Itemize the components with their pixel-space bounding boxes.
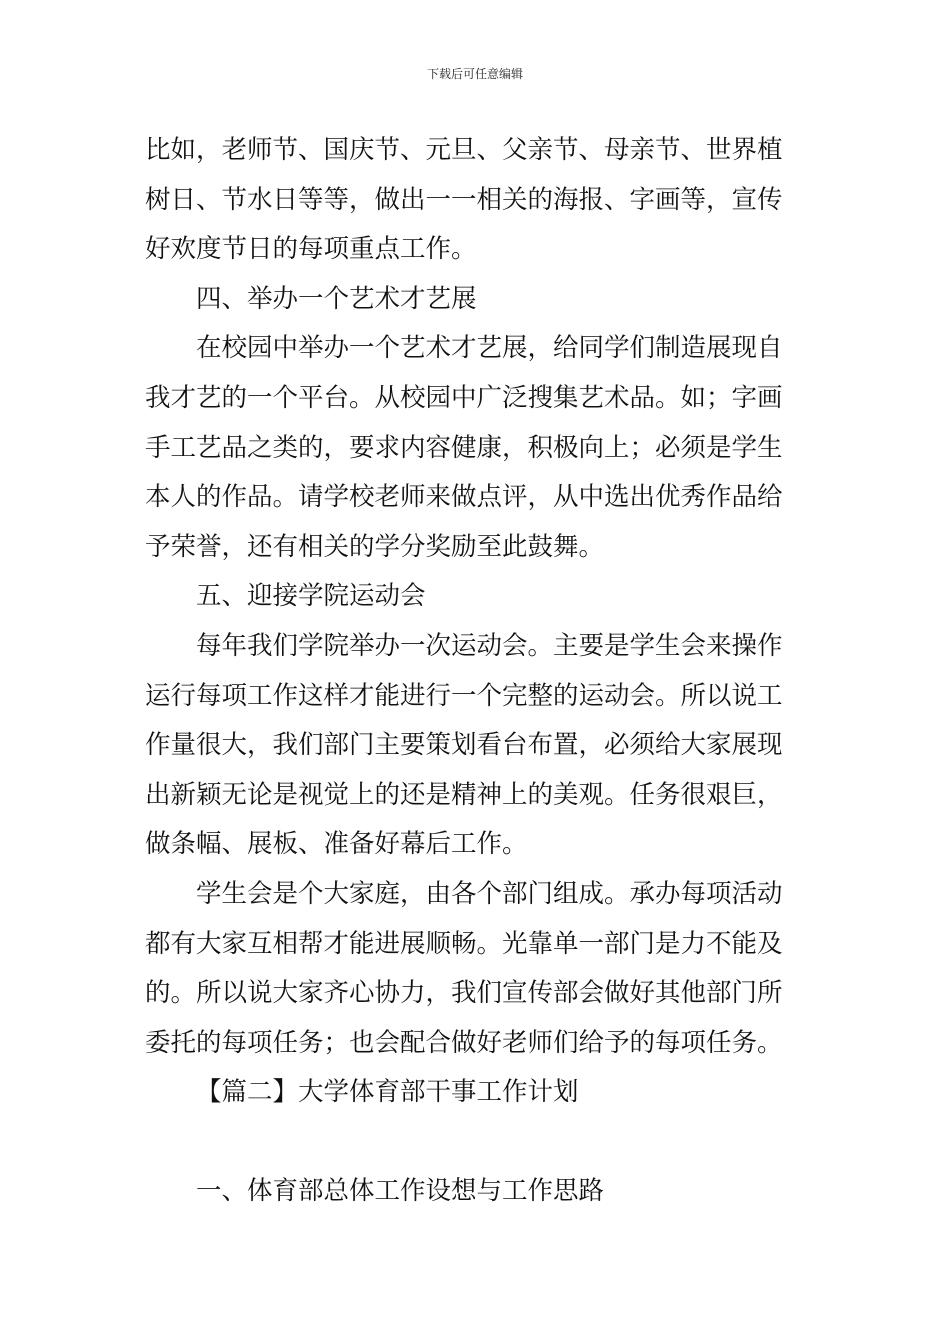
text-line: 作量很大，我们部门主要策划看台布置，必须给大家展现 — [145, 730, 783, 761]
text-line: 做条幅、展板、准备好幕后工作。 — [145, 829, 528, 860]
text-line: 手工艺品之类的，要求内容健康，积极向上；必须是学生 — [145, 432, 783, 463]
text-line: 好欢度节日的每项重点工作。 — [145, 234, 477, 265]
section-heading-overall-plan — [145, 1167, 810, 1217]
text-line: 每年我们学院举办一次运动会。主要是学生会来操作 — [196, 630, 783, 661]
text-line: 的。所以说大家齐心协力，我们宣传部会做好其他部门所 — [145, 978, 783, 1009]
text-line: 本人的作品。请学校老师来做点评，从中选出优秀作品给 — [145, 482, 783, 513]
heading-text: 【篇二】大学体育部干事工作计划 — [196, 1077, 579, 1108]
page-header: 下载后可任意编辑 — [426, 67, 523, 81]
document-body — [145, 126, 810, 1217]
paragraph-art-exhibition — [145, 324, 810, 572]
section-title-part-two — [145, 1068, 810, 1118]
heading-text: 五、迎接学院运动会 — [196, 581, 426, 612]
text-line: 比如，老师节、国庆节、元旦、父亲节、母亲节、世界植 — [145, 135, 783, 165]
section-heading-art-exhibition — [145, 275, 810, 325]
paragraph-holidays-continued — [145, 126, 810, 275]
text-line: 我才艺的一个平台。从校园中广泛搜集艺术品。如；字画 — [145, 382, 783, 413]
section-heading-sports-meet — [145, 572, 810, 622]
text-line: 运行每项工作这样才能进行一个完整的运动会。所以说工 — [145, 680, 783, 711]
text-line: 委托的每项任务；也会配合做好老师们给予的每项任务。 — [145, 1027, 783, 1058]
heading-text: 一、体育部总体工作设想与工作思路 — [196, 1176, 605, 1207]
text-line: 予荣誉，还有相关的学分奖励至此鼓舞。 — [145, 531, 605, 562]
text-line: 学生会是个大家庭，由各个部门组成。承办每项活动 — [196, 878, 783, 909]
paragraph-student-union — [145, 870, 810, 1068]
text-line: 都有大家互相帮才能进展顺畅。光靠单一部门是力不能及 — [145, 928, 783, 959]
text-line: 在校园中举办一个艺术才艺展，给同学们制造展现自 — [196, 333, 783, 364]
heading-text: 四、举办一个艺术才艺展 — [196, 283, 477, 314]
blank-line — [145, 1118, 810, 1168]
text-line: 树日、节水日等等，做出一一相关的海报、字画等，宣传 — [145, 184, 783, 215]
paragraph-sports-meet — [145, 622, 810, 870]
text-line: 出新颖无论是视觉上的还是精神上的美观。任务很艰巨， — [145, 779, 783, 810]
